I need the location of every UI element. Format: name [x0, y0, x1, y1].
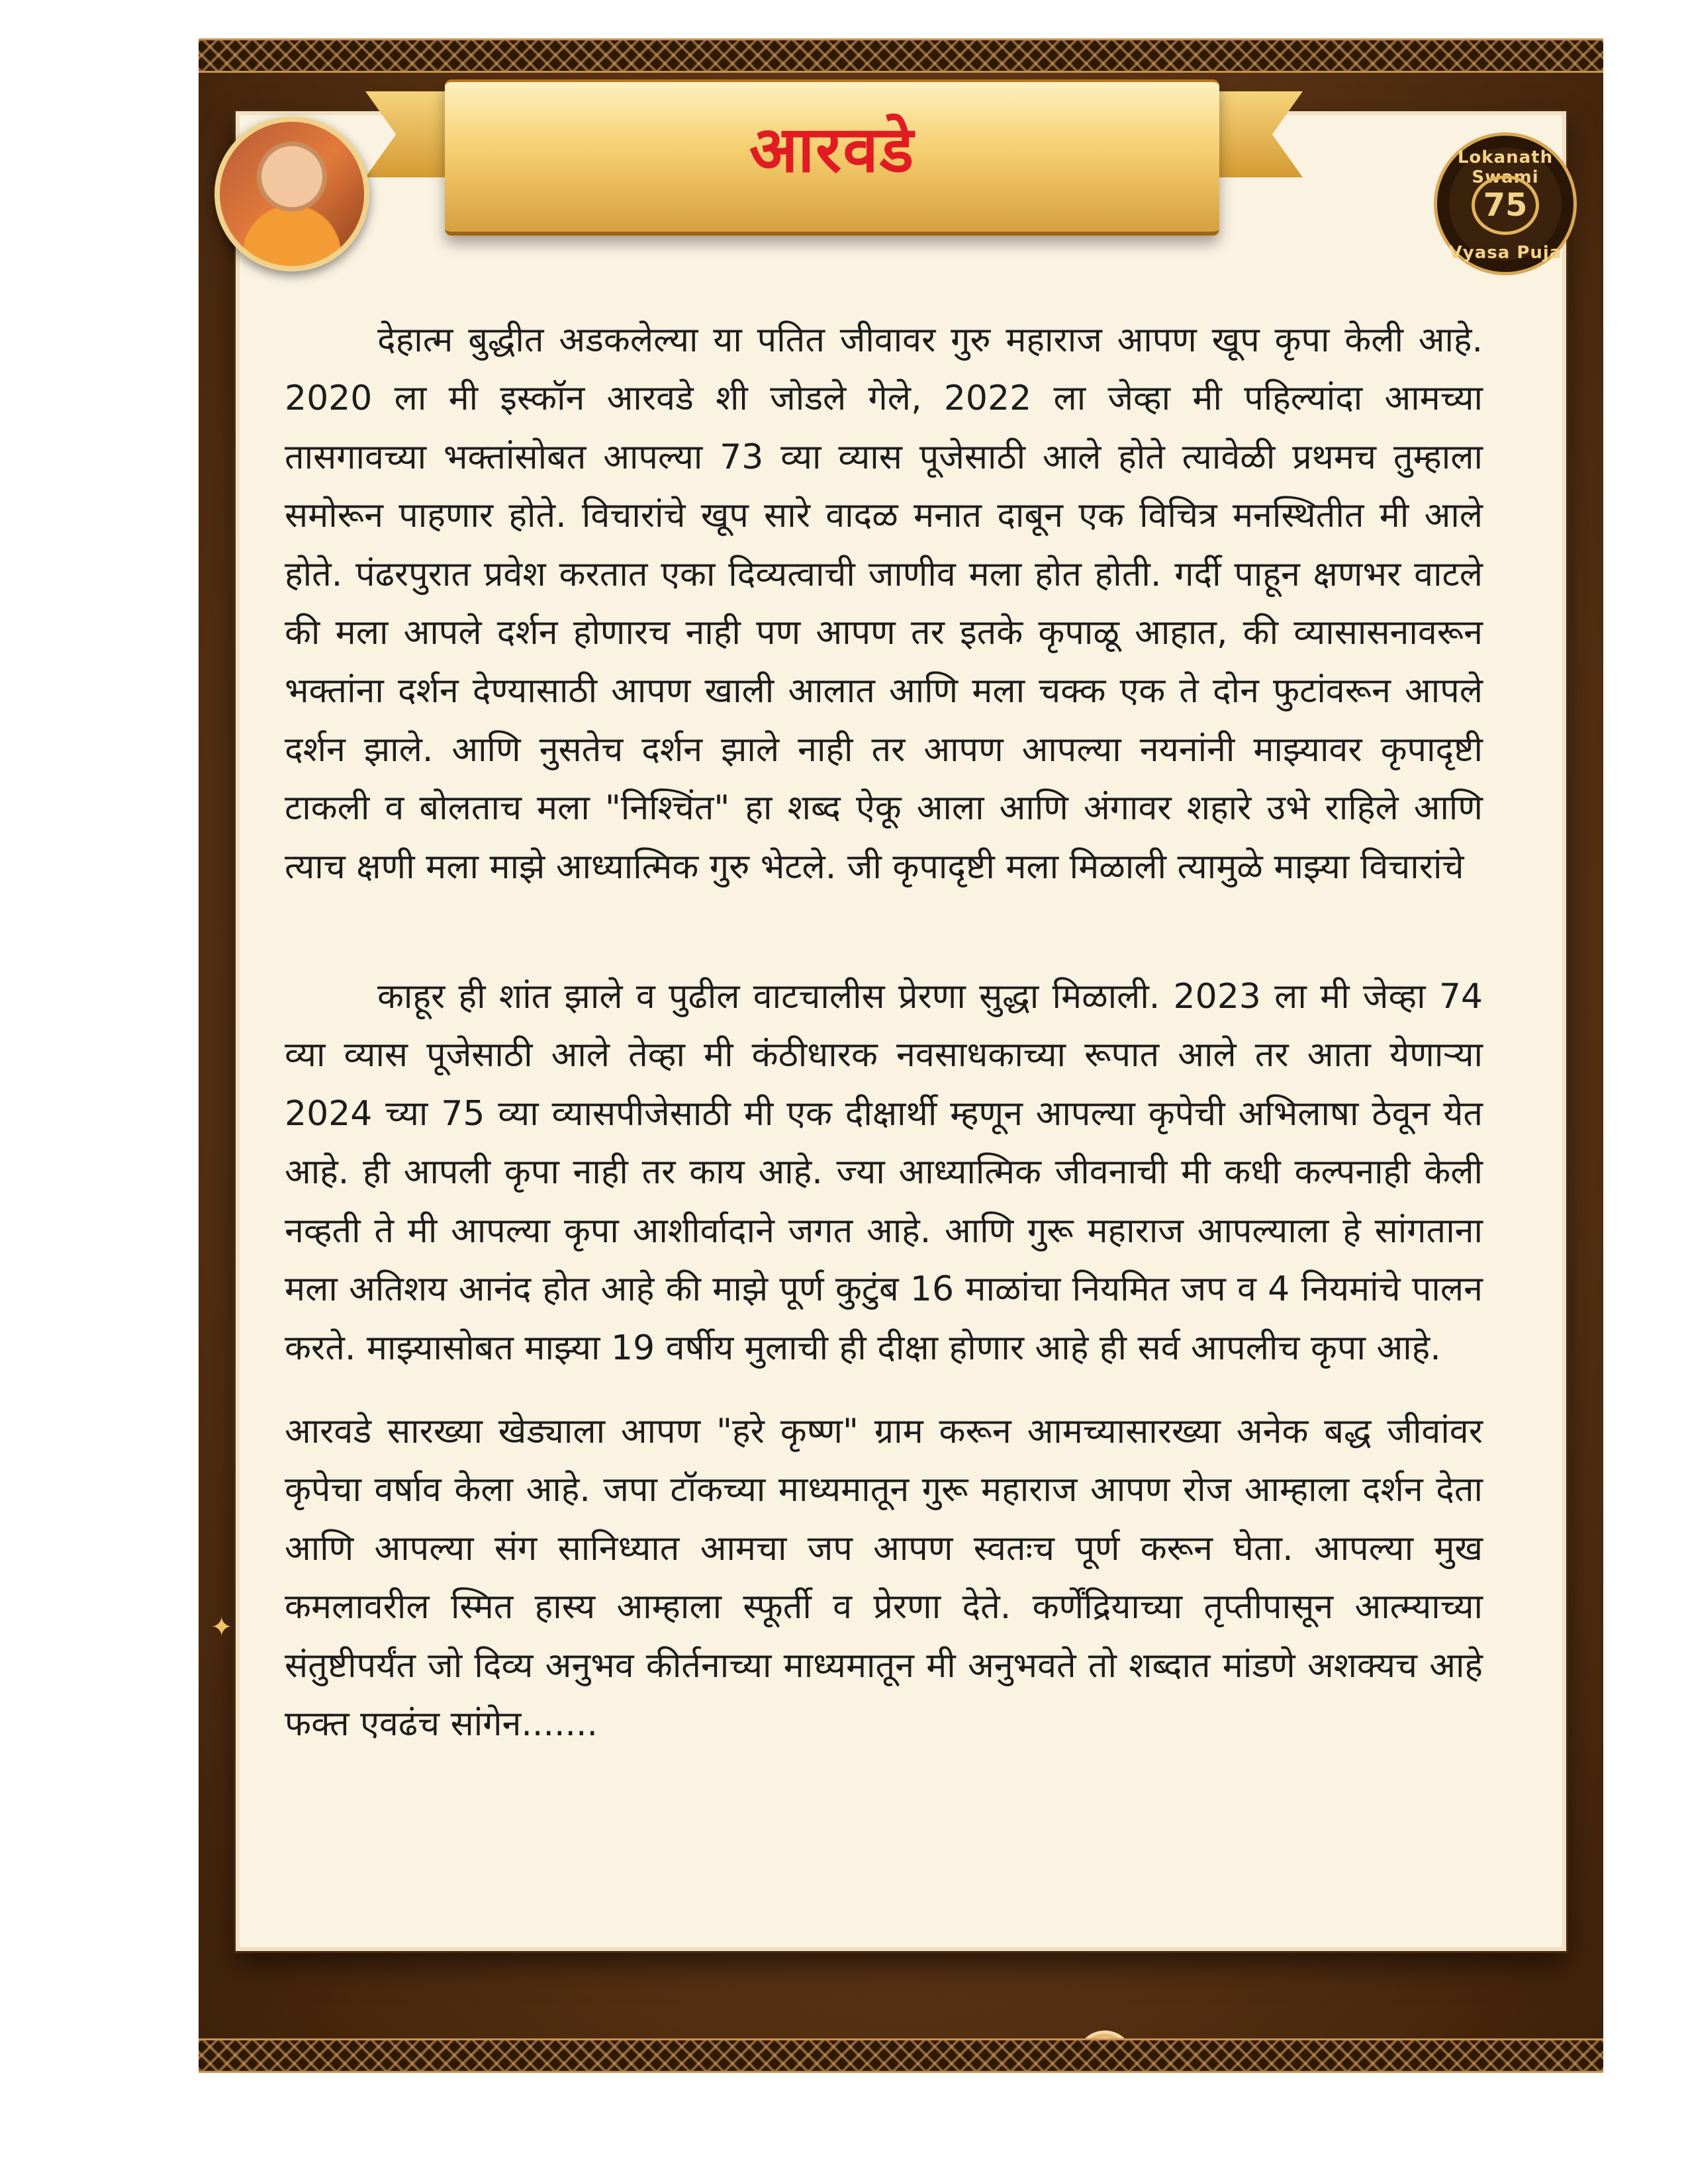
- paragraph-2: काहूर ही शांत झाले व पुढील वाटचालीस प्रेरणा सुद्धा मिळाली. 2023 ला मी जेव्हा 74 व्या व्यास पूजेसाठी आले तेव्हा मी कंठीधारक नवसाधकाच्या रूपात आले तर आता येणाऱ्या 2024 च्या 75 व्या व्यासपीजेसाठी मी एक दीक्षार्थी म्हणून आपल्या कृपेची अभिलाषा ठेवून येत आहे. ही आपली कृपा नाही तर काय आहे. ज्या आध्यात्मिक जीवनाची मी कधी कल्पनाही केली नव्हती ते मी आपल्या कृपा आशीर्वादाने जगत आहे. आणि गुरू महाराज आपल्याला हे सांगताना मला अतिशय आनंद होत आहे की माझे पूर्ण कुटुंब 16 माळांचा नियमित जप व 4 नियमांचे पालन करते. माझ्यासोबत माझ्या 19 वर्षीय मुलाची ही दीक्षा होणार आहे ही सर्व आपलीच कृपा आहे.: [285, 977, 1483, 1368]
- title-ribbon: [445, 79, 1219, 236]
- page-title: आरवडे: [749, 112, 915, 187]
- sparkle-icon: ✦: [211, 1612, 233, 1643]
- paragraph-3: आरवडे सारख्या खेड्याला आपण "हरे कृष्ण" ग्राम करून आमच्यासारख्या अनेक बद्ध जीवांवर कृपेचा वर्षाव केला आहे. जपा टॉकच्या माध्यमातून गुरू महाराज आपण रोज आम्हाला दर्शन देता आणि आपल्या संग सानिध्यात आमचा जप आपण स्वतःच पूर्ण करून घेता. आपल्या मुख कमलावरील स्मित हास्य आम्हाला स्फूर्ती व प्रेरणा देते. कर्णेंद्रियाच्या तृप्तीपासून आत्म्याच्या संतुष्टीपर्यंत जो दिव्य अनुभव कीर्तनाच्या माध्यमातून मी अनुभवते तो शब्दात मांडणे अशक्यच आहे फक्त एवढंच सांगेन.......: [285, 1411, 1483, 1744]
- vyasa-puja-75-badge: [1434, 132, 1577, 275]
- guru-portrait-avatar: [214, 116, 369, 271]
- badge-number: 75: [1472, 175, 1539, 235]
- badge-top-text: Lokanath Swami: [1457, 148, 1554, 187]
- top-border-pattern: [199, 38, 1603, 73]
- bottom-border-pattern: [199, 2038, 1603, 2073]
- paragraph-1: देहात्म बुद्धीत अडकलेल्या या पतित जीवावर गुरु महाराज आपण खूप कृपा केली आहे. 2020 ला मी इस्कॉन आरवडे शी जोडले गेले, 2022 ला जेव्हा मी पहिल्यांदा आमच्या तासगावच्या भक्तांसोबत आपल्या 73 व्या व्यास पूजेसाठी आले होते त्यावेळी प्रथमच तुम्हाला समोरून पाहणार होते. विचारांचे खूप सारे वादळ मनात दाबून एक विचित्र मनस्थितीत मी आले होते. पंढरपुरात प्रवेश करतात एका दिव्यत्वाची जाणीव मला होत होती. गर्दी पाहून क्षणभर वाटले की मला आपले दर्शन होणारच नाही पण आपण तर इतके कृपाळू आहात, की व्यासासनावरून भक्तांना दर्शन देण्यासाठी आपण खाली आलात आणि मला चक्क एक ते दोन फुटांवरून आपले दर्शन झाले. आणि नुसतेच दर्शन झाले नाही तर आपण आपल्या नयनांनी माझ्यावर कृपादृष्टी टाकली व बोलताच मला "निश्चिंत" हा शब्द ऐकू आला आणि अंगावर शहारे उभे राहिले आणि त्याच क्षणी मला माझे आध्यात्मिक गुरु भेटले. जी कृपादृष्टी मला मिळाली त्यामुळे माझ्या विचारांचे: [285, 320, 1483, 887]
- badge-bottom-text: Vyasa Puja: [1448, 243, 1562, 263]
- letter-body: [285, 311, 1483, 1753]
